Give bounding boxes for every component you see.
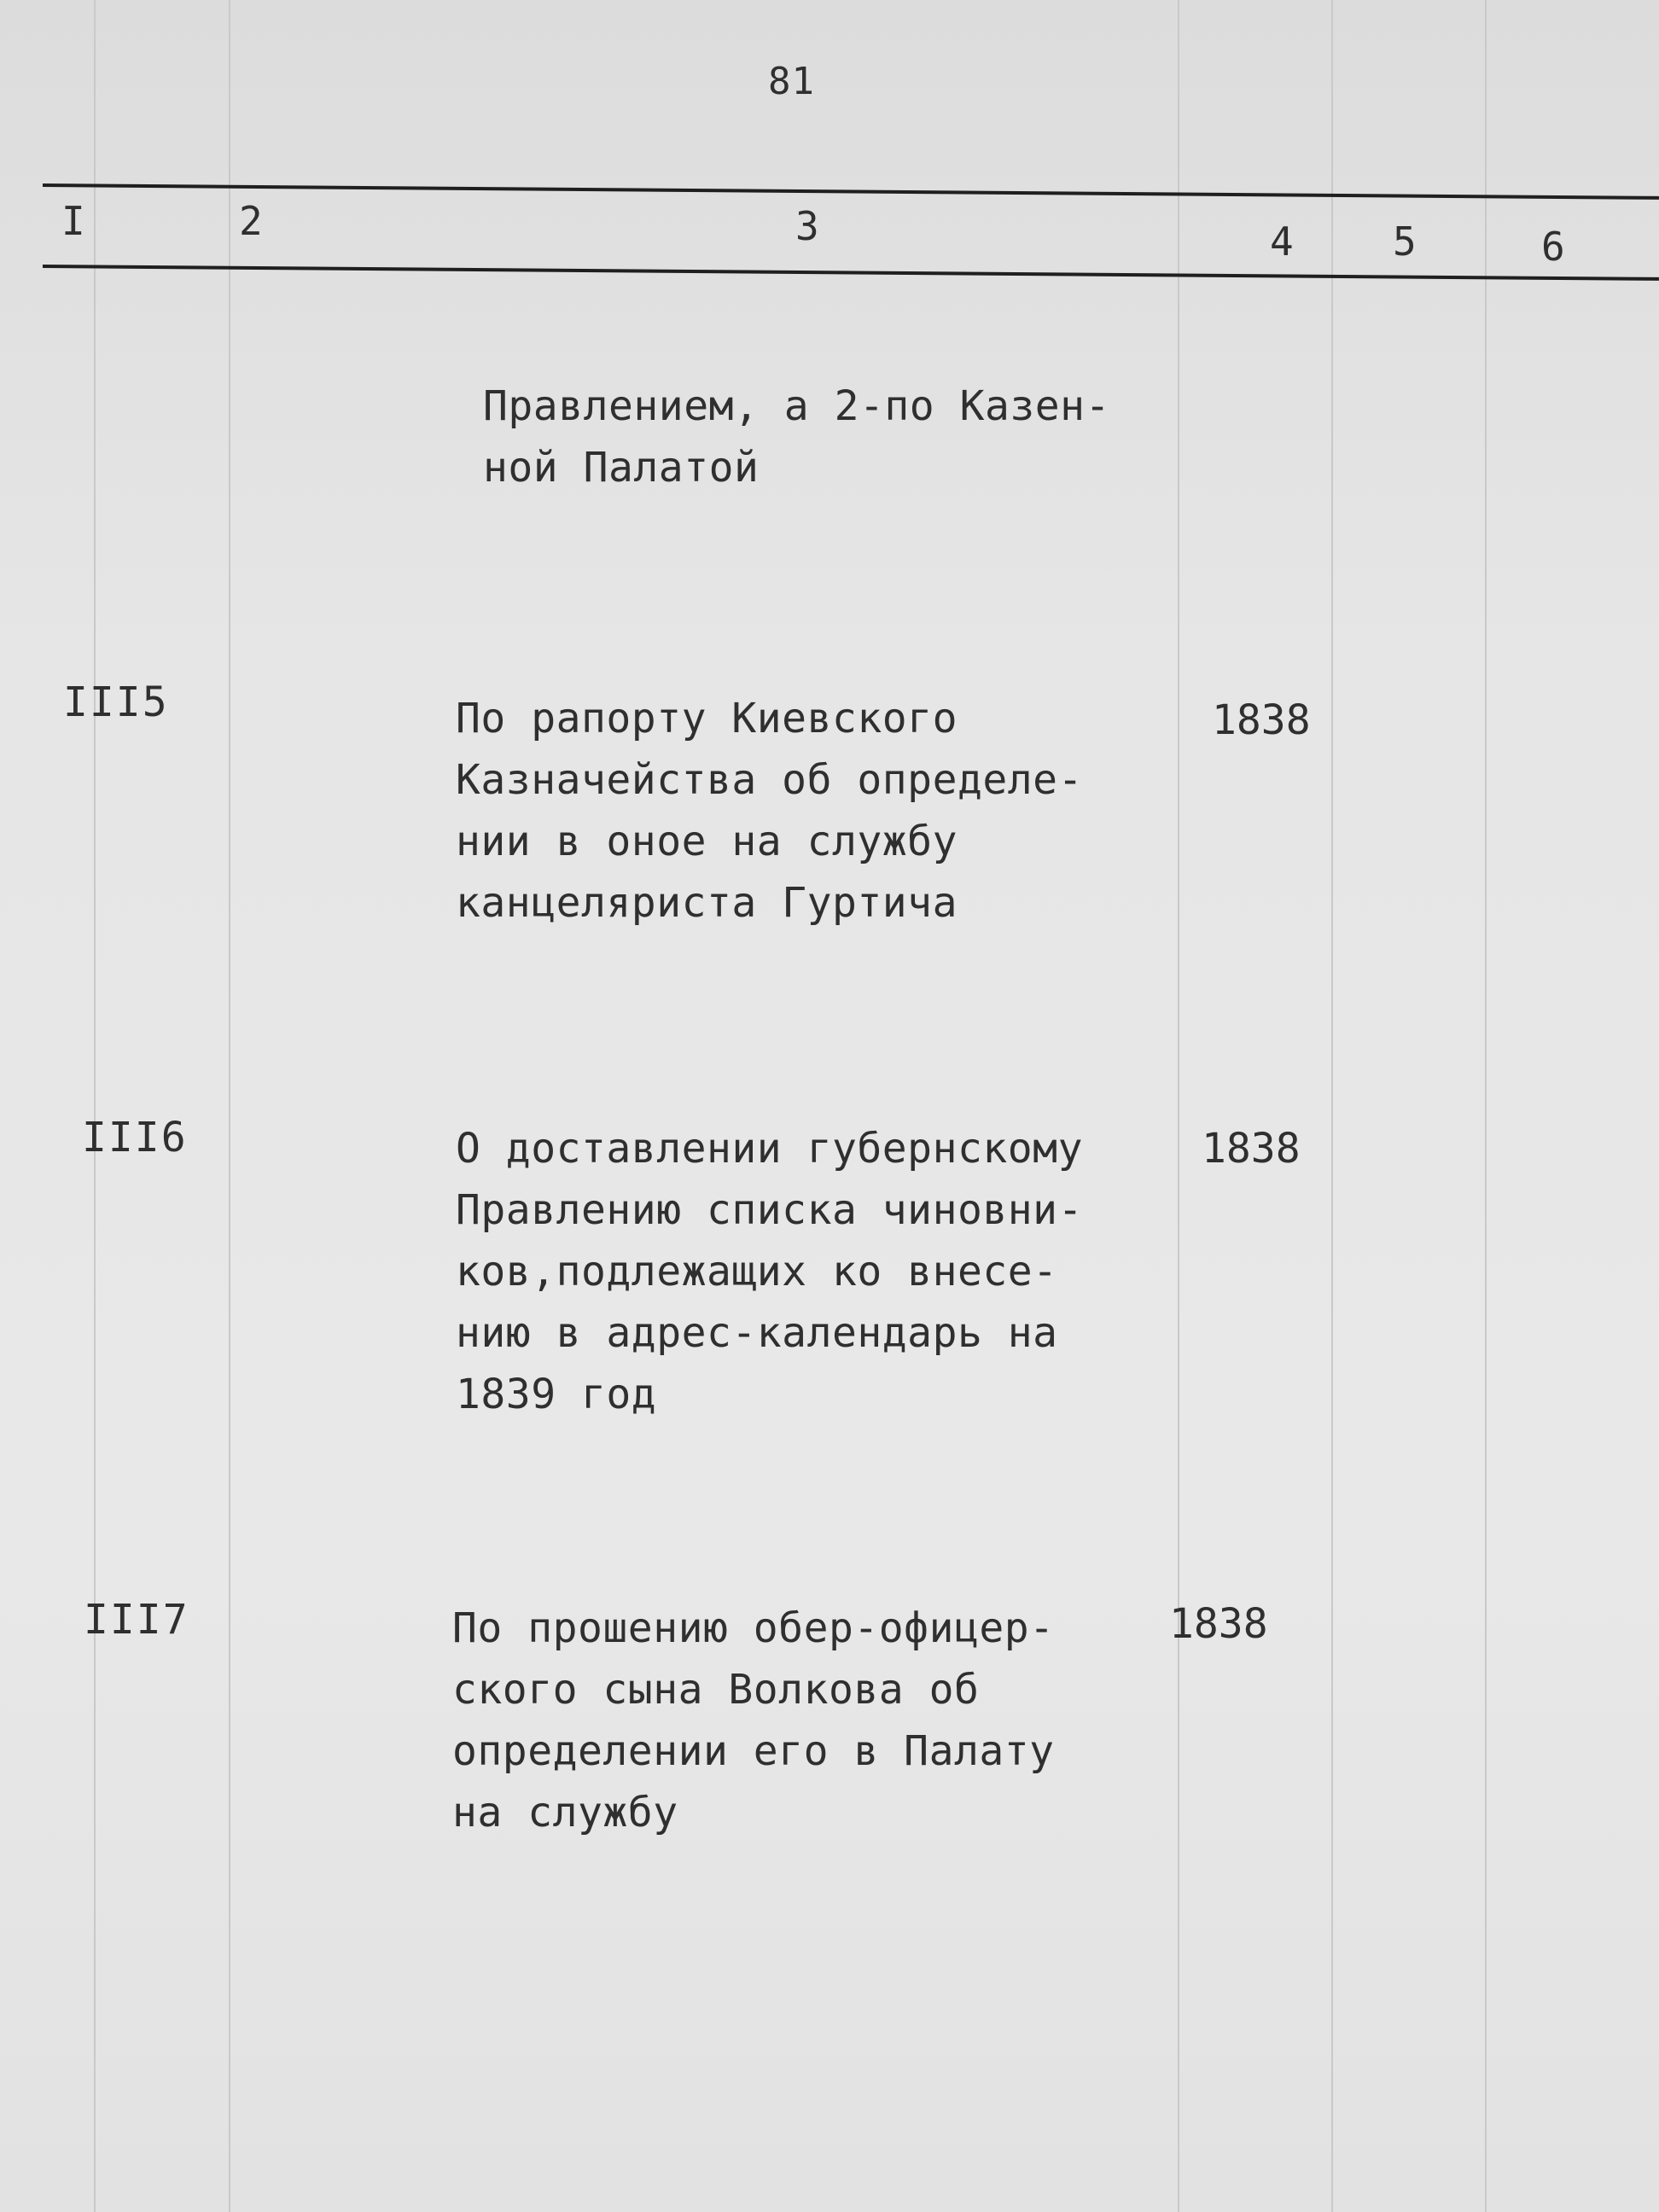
- column-header-5: 5: [1393, 218, 1417, 265]
- column-header-2: 2: [239, 198, 263, 244]
- header-bottom-rule: [43, 265, 1659, 281]
- column-divider: [94, 0, 96, 2212]
- column-divider: [1331, 0, 1333, 2212]
- entry-number: III5: [63, 678, 169, 726]
- column-header-6: 6: [1541, 224, 1565, 270]
- column-header-4: 4: [1270, 218, 1294, 265]
- column-divider: [1178, 0, 1179, 2212]
- entry-description: По прошению обер-офицер- ского сына Волкова об определении его в Палату на службу: [452, 1604, 1055, 1837]
- entry-description: О доставлении губернскому Правлению списка чиновни- ков,подлежащих ко внесе- нию в адрес-календарь на 1839 год: [456, 1125, 1083, 1418]
- page-number: 81: [768, 60, 815, 103]
- entry-number: III7: [84, 1596, 189, 1644]
- column-divider: [229, 0, 230, 2212]
- column-header-1: I: [61, 198, 85, 244]
- header-top-rule: [43, 183, 1659, 200]
- entry-year: 1838: [1202, 1125, 1301, 1173]
- entry-year: 1838: [1212, 696, 1311, 744]
- column-divider: [1485, 0, 1487, 2212]
- entry-description: По рапорту Киевского Казначейства об определе- нии в оное на службу канцеляриста Гуртича: [456, 695, 1083, 927]
- continuation-text: Правлением, а 2-по Казен- ной Палатой: [483, 382, 1110, 492]
- entry-year: 1838: [1169, 1600, 1268, 1648]
- entry-number: III6: [82, 1114, 188, 1161]
- column-header-3: 3: [795, 203, 819, 249]
